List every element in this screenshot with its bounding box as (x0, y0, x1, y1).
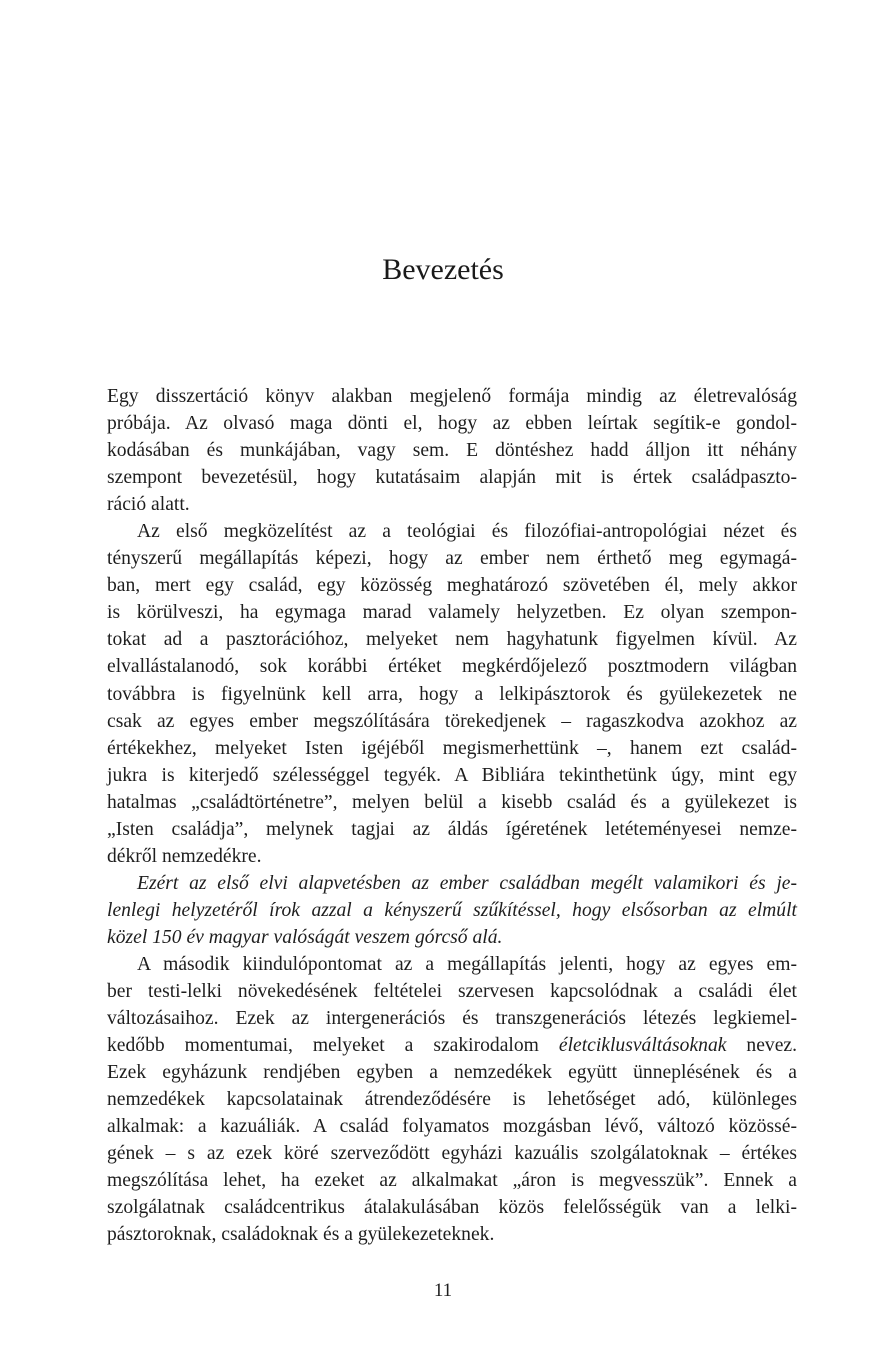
text-line: jukra is kiterjedő szélességgel tegyék. A Bibliára tekinthetünk úgy, mint egy (107, 764, 797, 786)
text-line: szolgálatnak családcentrikus átalakulásában közös felelősségük van a lelki- (107, 1197, 797, 1219)
text-line: csak az egyes ember megszólítására törekedjenek – ragaszkodva azokhoz az (107, 710, 797, 732)
text-line: Ezek egyházunk rendjében egyben a nemzedékek együtt ünneplésének és a (107, 1062, 797, 1084)
text-segment: kedőbb momentumai, melyeket a szakirodalom (107, 1035, 559, 1057)
text-line: ber testi-lelki növekedésének feltételei szervesen kapcsolódnak a családi élet (107, 981, 797, 1003)
chapter-title: Bevezetés (382, 253, 504, 286)
text-line: gének – s az ezek köré szerveződött egyházi kazuális szolgálatoknak – értékes (107, 1143, 797, 1165)
text-line: továbbra is figyelnünk kell arra, hogy a lelkipásztorok és gyülekezetek ne (107, 683, 797, 705)
italic-text-line: közel 150 év magyar valóságát veszem górcső alá. (107, 926, 503, 948)
text-line: szempont bevezetésül, hogy kutatásaim alapján mit is értek családpaszto- (107, 467, 797, 489)
text-segment: nevez. (726, 1035, 798, 1057)
text-line: A második kiindulópontomat az a megállapítás jelenti, hogy az egyes em- (137, 953, 797, 975)
text-line: dékről nemzedékre. (107, 845, 262, 867)
page-number: 11 (433, 1280, 453, 1301)
text-line: „Isten családja”, melynek tagjai az áldás ígéretének letéteményesei nemze- (107, 818, 797, 840)
text-line: próbája. Az olvasó maga dönti el, hogy az ebben leírtak segítik-e gondol- (107, 413, 797, 435)
text-line (107, 1032, 797, 1059)
text-line: változásaihoz. Ezek az intergenerációs és transzgenerációs létezés legkiemel- (107, 1008, 797, 1030)
text-line: ban, mert egy család, egy közösség meghatározó szövetében él, mely akkor (107, 575, 797, 597)
text-line: nemzedékek kapcsolatainak átrendeződésére is lehetőséget adó, különleges (107, 1089, 797, 1111)
text-line: Az első megközelítést az a teológiai és filozófiai-antropológiai nézet és (137, 521, 797, 543)
text-line: ráció alatt. (107, 494, 190, 516)
italic-text-line: Ezért az első elvi alapvetésben az ember családban megélt valamikori és je- (137, 872, 797, 894)
italic-text-line: lenlegi helyzetéről írok azzal a kényszerű szűkítéssel, hogy elsősorban az elmúlt (107, 899, 797, 921)
text-line: tokat ad a pasztorációhoz, melyeket nem hagyhatunk figyelmen kívül. Az (107, 629, 797, 651)
body-text (107, 383, 797, 1249)
text-line: alkalmak: a kazuáliák. A család folyamatos mozgásban lévő, változó közössé- (107, 1116, 797, 1138)
text-line: Egy disszertáció könyv alakban megjelenő formája mindig az életrevalóság (107, 386, 797, 407)
text-line: hatalmas „családtörténetre”, melyen belül a kisebb család és a gyülekezet is (107, 791, 797, 813)
text-line: tényszerű megállapítás képezi, hogy az ember nem érthető meg egymagá- (107, 548, 797, 570)
emphasized-term: életciklusváltásoknak (558, 1035, 727, 1057)
text-line: is körülveszi, ha egymaga marad valamely helyzetben. Ez olyan szempon- (107, 602, 797, 624)
text-line: pásztoroknak, családoknak és a gyülekezeteknek. (107, 1224, 495, 1246)
text-line: kodásában és munkájában, vagy sem. E döntéshez hadd álljon itt néhány (107, 440, 797, 462)
text-line: értékekhez, melyeket Isten igéjéből megismerhettünk –, hanem ezt család- (107, 737, 797, 759)
text-line: megszólítása lehet, ha ezeket az alkalmakat „áron is megvesszük”. Ennek a (107, 1170, 797, 1192)
text-line: elvallástalanodó, sok korábbi értéket megkérdőjelező posztmodern világban (107, 656, 797, 678)
